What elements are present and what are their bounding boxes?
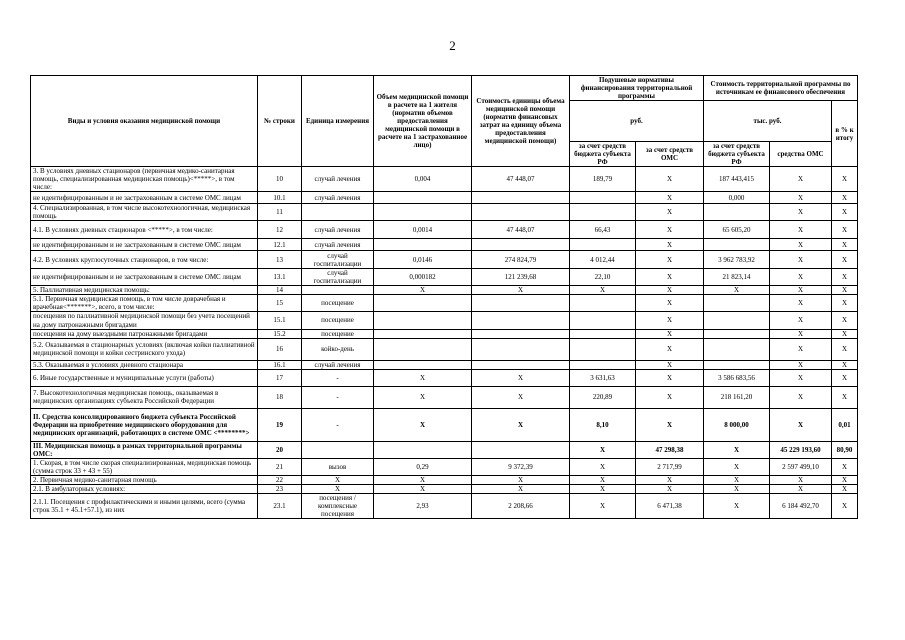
cell-cost	[472, 329, 570, 338]
cell-volume	[374, 192, 472, 204]
cell-pc-oms: X	[636, 312, 704, 329]
cell-cost	[472, 295, 570, 312]
cell-volume: 2,93	[374, 493, 472, 518]
cell-pct: X	[832, 192, 858, 204]
cell-pct: X	[832, 204, 858, 221]
cell-cost: 47 448,07	[472, 167, 570, 192]
table-row	[31, 286, 858, 295]
cell-pc-budget	[570, 295, 636, 312]
cell-pc-budget: X	[570, 286, 636, 295]
table-row	[31, 360, 858, 369]
cell-cost-budget: 3 962 783,92	[704, 251, 770, 269]
cell-volume	[374, 338, 472, 360]
cell-name: 5. Паллиативная медицинская помощь:	[31, 286, 258, 295]
cell-cost-budget: X	[704, 441, 770, 458]
cell-volume: X	[374, 408, 472, 441]
cell-cost-budget: 65 605,20	[704, 221, 770, 239]
cell-name: III. Медицинская помощь в рамках территориальной программы ОМС:	[31, 441, 258, 458]
cell-cost-oms: X	[770, 295, 832, 312]
cell-pct: X	[832, 167, 858, 192]
cell-pc-oms: X	[636, 369, 704, 386]
cell-unit: случай лечения	[302, 167, 374, 192]
cell-volume	[374, 239, 472, 251]
cell-pc-oms: X	[636, 295, 704, 312]
cell-pc-budget: X	[570, 441, 636, 458]
header-unit-cost: Стоимость единицы объема медицинской помощи (норматив финансовых затрат на единицу объема предоставления медицинской помощи)	[472, 76, 570, 167]
cell-unit: -	[302, 386, 374, 408]
cell-cost-budget: X	[704, 475, 770, 484]
cell-cost-oms: X	[770, 204, 832, 221]
cell-unit: случай госпитализации	[302, 269, 374, 286]
cell-unit: посещения / комплексные посещения	[302, 493, 374, 518]
cell-unit	[302, 286, 374, 295]
cell-row: 12	[258, 221, 302, 239]
table-row	[31, 484, 858, 493]
cell-cost-oms: 6 184 492,70	[770, 493, 832, 518]
cell-pc-oms: X	[636, 221, 704, 239]
cell-pc-oms: X	[636, 192, 704, 204]
cell-unit: случай лечения	[302, 360, 374, 369]
cell-cost-budget: X	[704, 286, 770, 295]
cell-unit: случай госпитализации	[302, 251, 374, 269]
cell-cost-budget	[704, 239, 770, 251]
cell-row: 15	[258, 295, 302, 312]
table-row	[31, 221, 858, 239]
cell-cost-oms: X	[770, 338, 832, 360]
cell-volume	[374, 441, 472, 458]
cell-pc-budget: 4 012,44	[570, 251, 636, 269]
page-number: 2	[449, 38, 456, 53]
cell-unit: случай лечения	[302, 221, 374, 239]
cell-cost-oms: X	[770, 360, 832, 369]
cell-cost-budget: 218 161,20	[704, 386, 770, 408]
table-row	[31, 239, 858, 251]
cell-pct: X	[832, 360, 858, 369]
cell-pc-budget: 220,89	[570, 386, 636, 408]
table-row	[31, 295, 858, 312]
cell-pc-budget: X	[570, 475, 636, 484]
cell-pc-oms: X	[636, 475, 704, 484]
cell-cost	[472, 360, 570, 369]
cell-cost: 47 448,07	[472, 221, 570, 239]
cell-cost: X	[472, 484, 570, 493]
header-row-number: № строки	[258, 76, 302, 167]
cell-pc-budget: X	[570, 484, 636, 493]
cell-pc-oms: X	[636, 408, 704, 441]
cell-unit: X	[302, 484, 374, 493]
cell-cost-budget: 187 443,415	[704, 167, 770, 192]
cell-cost-oms: 2 597 499,10	[770, 458, 832, 475]
cell-pct: X	[832, 269, 858, 286]
table-row	[31, 269, 858, 286]
cell-cost-oms: X	[770, 286, 832, 295]
cell-unit: X	[302, 475, 374, 484]
cell-pc-budget: 8,10	[570, 408, 636, 441]
header-volume: Объем медицинской помощи в расчете на 1 жителя (норматив объемов предоставления медицинской помощи в расчете на 1 застрахованное лицо)	[374, 76, 472, 167]
cell-pct: X	[832, 251, 858, 269]
header-name: Виды и условия оказания медицинской помощи	[31, 76, 258, 167]
cell-cost-oms: X	[770, 369, 832, 386]
cell-pc-budget: X	[570, 493, 636, 518]
cell-pc-oms: 47 298,38	[636, 441, 704, 458]
cell-cost-oms: X	[770, 475, 832, 484]
table-row	[31, 369, 858, 386]
cell-row: 15.1	[258, 312, 302, 329]
cell-cost-oms: X	[770, 484, 832, 493]
cell-name: II. Средства консолидированного бюджета субъекта Российской Федерации на приобретение медицинского оборудования для медицинских организаций, работающих в системе ОМС <********>	[31, 408, 258, 441]
cell-row: 23	[258, 484, 302, 493]
cell-name: посещения на дому выездными патронажными бригадами	[31, 329, 258, 338]
cell-cost-budget	[704, 295, 770, 312]
cell-volume	[374, 329, 472, 338]
cell-cost	[472, 204, 570, 221]
header-cost-oms: средства ОМС	[770, 141, 832, 166]
cell-unit: посещение	[302, 312, 374, 329]
cell-unit: случай лечения	[302, 192, 374, 204]
header-cost-group: Стоимость территориальной программы по источникам ее финансового обеспечения	[704, 76, 858, 101]
header-cost-unit: тыс. руб.	[704, 101, 832, 142]
cell-cost-budget: 8 000,00	[704, 408, 770, 441]
cell-pc-budget	[570, 204, 636, 221]
cell-unit: койко-день	[302, 338, 374, 360]
table-row	[31, 441, 858, 458]
cell-cost	[472, 312, 570, 329]
cell-cost-budget	[704, 329, 770, 338]
cell-cost-oms: X	[770, 386, 832, 408]
cell-volume: X	[374, 369, 472, 386]
cell-cost-budget	[704, 312, 770, 329]
cell-cost-oms: X	[770, 221, 832, 239]
header-percent: в % к итогу	[832, 101, 858, 167]
cell-cost: 274 824,79	[472, 251, 570, 269]
cell-volume: 0,0146	[374, 251, 472, 269]
financing-table	[30, 75, 858, 519]
cell-volume: X	[374, 475, 472, 484]
cell-cost-oms: X	[770, 251, 832, 269]
table-row	[31, 329, 858, 338]
cell-pc-oms: X	[636, 286, 704, 295]
cell-pc-oms: X	[636, 338, 704, 360]
header-per-capita-group: Подушевые нормативы финансирования территориальной программы	[570, 76, 704, 101]
cell-pc-budget: X	[570, 458, 636, 475]
cell-cost: 121 239,68	[472, 269, 570, 286]
cell-pc-oms: X	[636, 239, 704, 251]
cell-pc-budget: 189,79	[570, 167, 636, 192]
cell-name: 3. В условиях дневных стационаров (первичная медико-санитарная помощь, специализированная медицинская помощь)<*****>, в том числе:	[31, 167, 258, 192]
table-row	[31, 458, 858, 475]
cell-name: не идентифицированным и не застрахованным в системе ОМС лицам	[31, 239, 258, 251]
cell-cost-oms: X	[770, 269, 832, 286]
cell-name: 4. Специализированная, в том числе высокотехнологичная, медицинская помощь	[31, 204, 258, 221]
cell-row: 20	[258, 441, 302, 458]
table-row	[31, 312, 858, 329]
cell-pct: 0,01	[832, 408, 858, 441]
cell-name: 2. Первичная медико-санитарная помощь	[31, 475, 258, 484]
cell-name: 5.1. Первичная медицинская помощь, в том числе доврачебная и врачебная<*******>, всего, в том числе:	[31, 295, 258, 312]
cell-row: 15.2	[258, 329, 302, 338]
cell-cost	[472, 239, 570, 251]
cell-volume	[374, 204, 472, 221]
cell-pc-budget: 66,43	[570, 221, 636, 239]
table-row	[31, 493, 858, 518]
cell-pc-oms: X	[636, 484, 704, 493]
cell-cost-budget: X	[704, 484, 770, 493]
table-row	[31, 338, 858, 360]
cell-pc-budget: 22,10	[570, 269, 636, 286]
cell-row: 11	[258, 204, 302, 221]
cell-cost-oms: X	[770, 329, 832, 338]
table-row	[31, 408, 858, 441]
cell-cost	[472, 192, 570, 204]
table-row	[31, 192, 858, 204]
cell-pc-oms: X	[636, 204, 704, 221]
cell-cost: X	[472, 408, 570, 441]
cell-row: 16.1	[258, 360, 302, 369]
cell-volume: 0,0014	[374, 221, 472, 239]
cell-pct: 80,90	[832, 441, 858, 458]
cell-row: 10.1	[258, 192, 302, 204]
cell-row: 18	[258, 386, 302, 408]
cell-volume: X	[374, 484, 472, 493]
cell-volume: 0,004	[374, 167, 472, 192]
cell-name: 4.2. В условиях круглосуточных стационаров, в том числе:	[31, 251, 258, 269]
cell-volume	[374, 360, 472, 369]
cell-pc-budget	[570, 312, 636, 329]
header-per-capita-unit: руб.	[570, 101, 704, 142]
cell-pc-budget	[570, 329, 636, 338]
cell-pct: X	[832, 239, 858, 251]
cell-unit: вызов	[302, 458, 374, 475]
header-pc-oms: за счет средств ОМС	[636, 141, 704, 166]
table-row	[31, 251, 858, 269]
cell-pct: X	[832, 338, 858, 360]
cell-unit: -	[302, 408, 374, 441]
cell-name: 2.1. В амбулаторных условиях:	[31, 484, 258, 493]
header-unit: Единица измерения	[302, 76, 374, 167]
cell-name: 1. Скорая, в том числе скорая специализированная, медицинская помощь (сумма строк 33 + 43 + 55)	[31, 458, 258, 475]
cell-unit: -	[302, 369, 374, 386]
cell-pct: X	[832, 484, 858, 493]
cell-cost-oms: X	[770, 239, 832, 251]
cell-cost: X	[472, 369, 570, 386]
cell-name: 7. Высокотехнологичная медицинская помощь, оказываемая в медицинских организациях субъекта Российской Федерации	[31, 386, 258, 408]
table-body	[31, 167, 858, 519]
cell-pc-budget	[570, 338, 636, 360]
cell-volume: 0,000182	[374, 269, 472, 286]
cell-cost-budget: 21 823,14	[704, 269, 770, 286]
cell-pc-oms: X	[636, 329, 704, 338]
cell-name: 6. Иные государственные и муниципальные услуги (работы)	[31, 369, 258, 386]
cell-volume: X	[374, 386, 472, 408]
cell-volume	[374, 312, 472, 329]
cell-cost-oms: X	[770, 408, 832, 441]
cell-cost	[472, 441, 570, 458]
cell-pct: X	[832, 329, 858, 338]
cell-volume	[374, 295, 472, 312]
cell-name: 2.1.1. Посещения с профилактическими и иными целями, всего (сумма строк 35.1 + 45.1+57.1), из них	[31, 493, 258, 518]
cell-pc-oms: X	[636, 167, 704, 192]
cell-unit	[302, 441, 374, 458]
cell-pc-oms: X	[636, 360, 704, 369]
cell-pct: X	[832, 295, 858, 312]
cell-row: 21	[258, 458, 302, 475]
cell-cost-oms: X	[770, 167, 832, 192]
cell-pct: X	[832, 369, 858, 386]
table-row	[31, 386, 858, 408]
cell-volume: 0,29	[374, 458, 472, 475]
table-row	[31, 204, 858, 221]
cell-name: посещения по паллиативной медицинской помощи без учета посещений на дому патронажными бригадами	[31, 312, 258, 329]
cell-name: 4.1. В условиях дневных стационаров <*****>, в том числе:	[31, 221, 258, 239]
cell-pc-budget	[570, 239, 636, 251]
cell-row: 19	[258, 408, 302, 441]
cell-row: 23.1	[258, 493, 302, 518]
cell-cost-budget: X	[704, 458, 770, 475]
header-cost-budget: за счет средств бюджета субъекта РФ	[704, 141, 770, 166]
cell-pc-oms: 6 471,38	[636, 493, 704, 518]
cell-unit: случай лечения	[302, 239, 374, 251]
cell-pc-oms: X	[636, 386, 704, 408]
cell-cost-oms: 45 229 193,60	[770, 441, 832, 458]
cell-pc-oms: 2 717,99	[636, 458, 704, 475]
cell-name: не идентифицированным и не застрахованным в системе ОМС лицам	[31, 192, 258, 204]
cell-cost-budget: X	[704, 493, 770, 518]
cell-unit	[302, 204, 374, 221]
cell-row: 14	[258, 286, 302, 295]
cell-name: не идентифицированным и не застрахованным в системе ОМС лицам	[31, 269, 258, 286]
cell-pct: X	[832, 493, 858, 518]
cell-volume: X	[374, 286, 472, 295]
cell-row: 12.1	[258, 239, 302, 251]
cell-row: 16	[258, 338, 302, 360]
cell-cost-budget	[704, 338, 770, 360]
cell-unit: посещение	[302, 329, 374, 338]
cell-pc-budget	[570, 192, 636, 204]
cell-cost-budget: 3 586 683,56	[704, 369, 770, 386]
cell-name: 5.2. Оказываемая в стационарных условиях (включая койки паллиативной медицинской помощи и койки сестринского ухода)	[31, 338, 258, 360]
cell-cost-oms: X	[770, 312, 832, 329]
header-pc-budget: за счет средств бюджета субъекта РФ	[570, 141, 636, 166]
cell-row: 10	[258, 167, 302, 192]
table-row	[31, 475, 858, 484]
cell-cost-budget	[704, 360, 770, 369]
cell-cost-oms: X	[770, 192, 832, 204]
cell-pc-budget	[570, 360, 636, 369]
cell-row: 17	[258, 369, 302, 386]
cell-pc-budget: 3 631,63	[570, 369, 636, 386]
cell-pc-oms: X	[636, 251, 704, 269]
cell-cost-budget: 0,000	[704, 192, 770, 204]
cell-cost: X	[472, 386, 570, 408]
cell-pct: X	[832, 386, 858, 408]
table-row	[31, 167, 858, 192]
cell-row: 22	[258, 475, 302, 484]
cell-row: 13	[258, 251, 302, 269]
cell-pct: X	[832, 475, 858, 484]
cell-cost: X	[472, 286, 570, 295]
cell-row: 13.1	[258, 269, 302, 286]
cell-cost: X	[472, 475, 570, 484]
cell-name: 5.3. Оказываемая в условиях дневного стационара	[31, 360, 258, 369]
cell-cost: 9 372,39	[472, 458, 570, 475]
cell-pc-oms: X	[636, 269, 704, 286]
cell-pct: X	[832, 286, 858, 295]
cell-pct: X	[832, 221, 858, 239]
cell-cost-budget	[704, 204, 770, 221]
cell-cost: 2 208,66	[472, 493, 570, 518]
cell-pct: X	[832, 312, 858, 329]
cell-pct: X	[832, 458, 858, 475]
cell-unit: посещение	[302, 295, 374, 312]
cell-cost	[472, 338, 570, 360]
